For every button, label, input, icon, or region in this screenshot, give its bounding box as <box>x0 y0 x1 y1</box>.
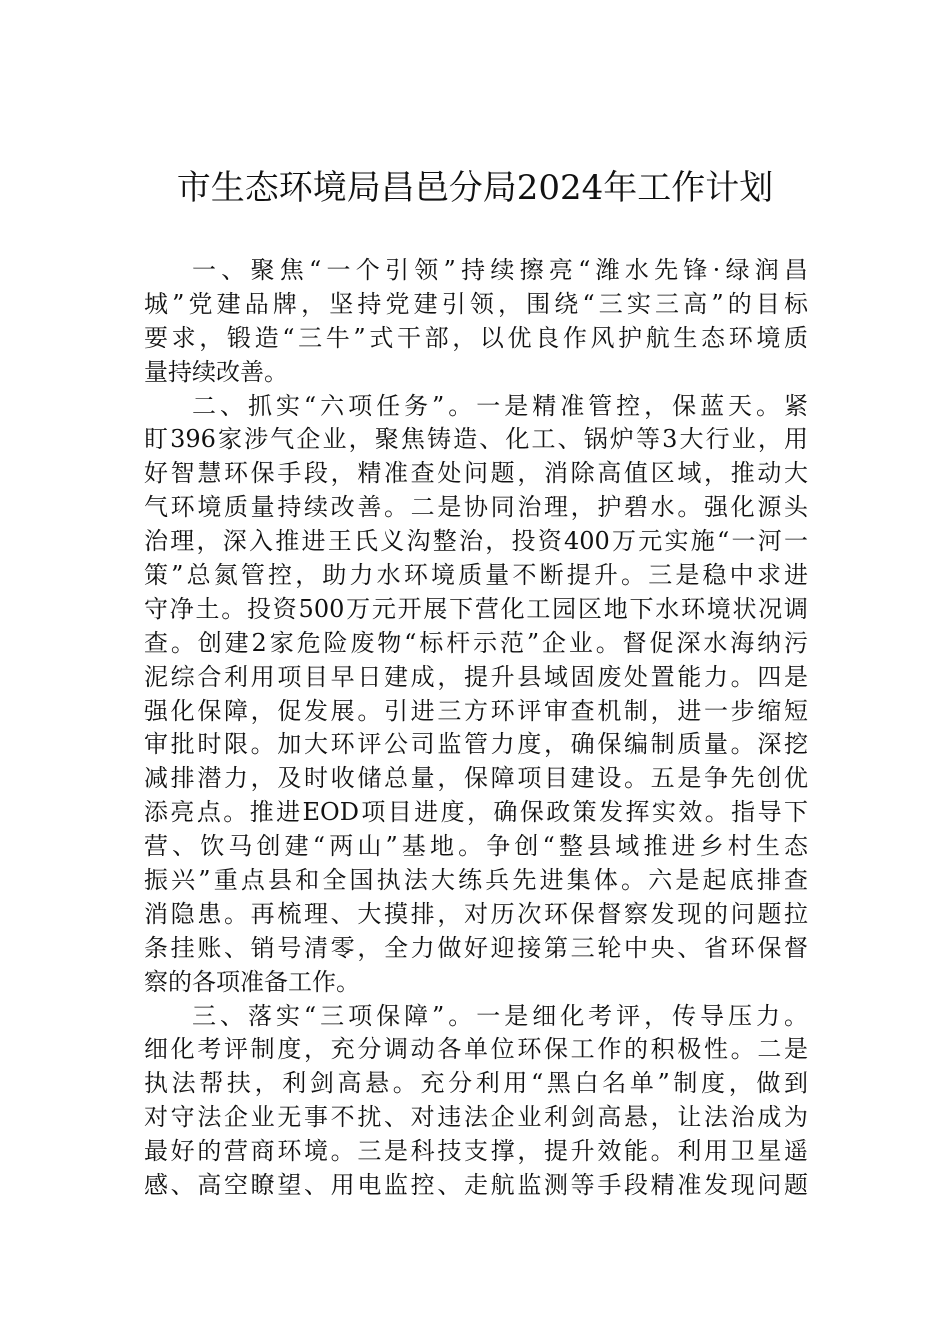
body-line: 气环境质量持续改善。二是协同治理，护碧水。强化源头 <box>144 493 808 522</box>
body-line: 盯396家涉气企业，聚焦铸造、化工、锅炉等3大行业，用 <box>144 425 808 454</box>
body-line: 城”党建品牌，坚持党建引领，围绕“三实三高”的目标 <box>144 289 808 318</box>
body-line: 量持续改善。 <box>144 357 288 386</box>
body-line: 一、聚焦“一个引领”持续擦亮“潍水先锋·绿润昌 <box>192 256 808 284</box>
body-line: 二、抓实“六项任务”。一是精准管控，保蓝天。紧 <box>192 391 808 420</box>
body-line: 查。创建2家危险废物“标杆示范”企业。督促深水海纳污 <box>144 628 808 657</box>
body-line: 察的各项准备工作。 <box>144 967 360 996</box>
body-line: 好智慧环保手段，精准查处问题，消除高值区域，推动大 <box>144 459 808 488</box>
document-body <box>144 254 808 1203</box>
body-line: 强化保障，促发展。引进三方环评审查机制，进一步缩短 <box>144 696 808 725</box>
body-line: 执法帮扶，利剑高悬。充分利用“黑白名单”制度，做到 <box>144 1069 808 1098</box>
body-line: 条挂账、销号清零，全力做好迎接第三轮中央、省环保督 <box>144 933 808 962</box>
body-line: 对守法企业无事不扰、对违法企业利剑高悬，让法治成为 <box>144 1103 808 1132</box>
body-line: 添亮点。推进EOD项目进度，确保政策发挥实效。指导下 <box>144 798 808 827</box>
body-line: 要求，锻造“三牛”式干部，以优良作风护航生态环境质 <box>144 323 808 352</box>
body-line: 最好的营商环境。三是科技支撑，提升效能。利用卫星遥 <box>144 1137 808 1166</box>
body-line: 细化考评制度，充分调动各单位环保工作的积极性。二是 <box>144 1035 808 1064</box>
body-line: 策”总氮管控，助力水环境质量不断提升。三是稳中求进 <box>144 561 808 590</box>
body-line: 泥综合利用项目早日建成，提升县域固废处置能力。四是 <box>144 662 808 691</box>
body-line: 三、落实“三项保障”。一是细化考评，传导压力。 <box>192 1001 808 1030</box>
body-line: 减排潜力，及时收储总量，保障项目建设。五是争先创优 <box>144 764 808 793</box>
body-line: 感、高空瞭望、用电监控、走航监测等手段精准发现问题 <box>144 1171 808 1200</box>
body-line: 治理，深入推进王氏义沟整治，投资400万元实施“一河一 <box>144 527 808 556</box>
body-line: 消隐患。再梳理、大摸排，对历次环保督察发现的问题拉 <box>144 899 808 928</box>
body-line: 审批时限。加大环评公司监管力度，确保编制质量。深挖 <box>144 730 808 759</box>
body-line: 营、饮马创建“两山”基地。争创“整县域推进乡村生态 <box>144 832 808 861</box>
body-line: 守净土。投资500万元开展下营化工园区地下水环境状况调 <box>144 594 808 623</box>
body-line: 振兴”重点县和全国执法大练兵先进集体。六是起底排查 <box>144 866 808 895</box>
document-title: 市生态环境局昌邑分局2024年工作计划 <box>176 168 774 208</box>
